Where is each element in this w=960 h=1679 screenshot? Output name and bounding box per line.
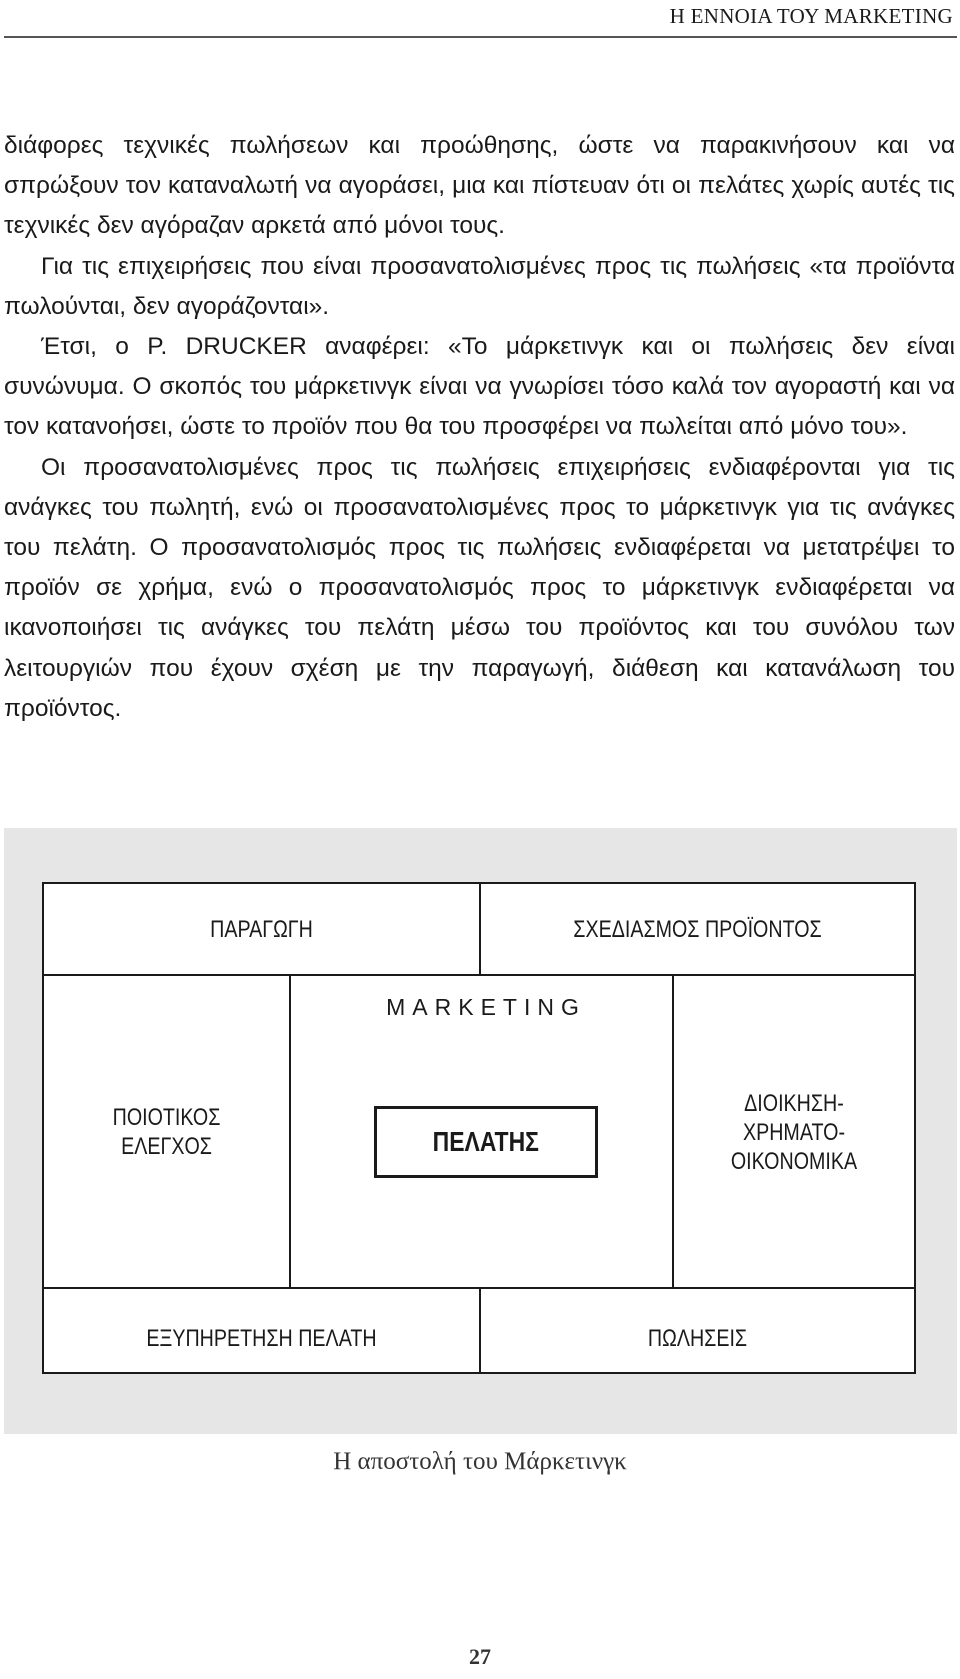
cell-customer-service: ΕΞΥΠΗΡΕΤΗΣΗ ΠΕΛΑΤΗ xyxy=(146,1325,377,1352)
administration-line-3: ΟΙΚΟΝΟΜΙΚΑ xyxy=(730,1148,858,1175)
divider-mid-left xyxy=(289,974,291,1288)
quality-control-line-1: ΠΟΙΟΤΙΚΟΣ xyxy=(112,1104,221,1131)
paragraph-4: Οι προσανατολισμένες προς τις πωλήσεις επιχειρήσεις ενδιαφέρονται για τις ανάγκες του πωλητή, ενώ οι προσανατολισμένες προς το μάρκετινγκ για τις ανάγκες του πελάτη. Ο προσανατολισμός προς τις πωλήσεις ενδιαφέρεται να μετατρέψει το προϊόν σε χρήμα, ενώ ο προσανατολισμός προς το μάρκετινγκ ενδιαφέρεται να ικανοποιήσει τις ανάγκες του πελάτη μέσω του προϊόντος και του συνόλου των λειτουργιών που έχουν σχέση με την παραγωγή, διάθεση και κατανάλωση του προϊόντος. xyxy=(4,453,955,722)
cell-product-design: ΣΧΕΔΙΑΣΜΟΣ ΠΡΟΪΟΝΤΟΣ xyxy=(573,916,822,943)
divider-top-center xyxy=(479,884,481,975)
administration-line-1: ΔΙΟΙΚΗΣΗ- xyxy=(744,1090,844,1117)
paragraph-3: Έτσι, ο P. DRUCKER αναφέρει: «Το μάρκετινγκ και οι πωλήσεις δεν είναι συνώνυμα. Ο σκοπός του μάρκετινγκ είναι να γνωρίσει τόσο καλά τον αγοραστή και να τον κατανοήσει, ώστε το προϊόν που θα του προσφέρει να πωλείται από μόνο του». xyxy=(4,333,955,441)
marketing-diagram xyxy=(42,882,916,1374)
customer-label: ΠΕΛΑΤΗΣ xyxy=(432,1126,540,1157)
figure-caption: Η αποστολή του Μάρκετινγκ xyxy=(333,1448,627,1475)
header-rule xyxy=(4,36,957,38)
cell-quality-control xyxy=(66,1103,267,1161)
body-text xyxy=(4,126,955,729)
cell-sales: ΠΩΛΗΣΕΙΣ xyxy=(647,1325,748,1352)
administration-line-2: ΧΡΗΜΑΤΟ- xyxy=(742,1119,846,1146)
divider-bottom-center xyxy=(479,1287,481,1374)
quality-control-line-2: ΕΛΕΓΧΟΣ xyxy=(121,1133,212,1160)
marketing-title: MARKETING xyxy=(386,994,586,1020)
paragraph-1: διάφορες τεχνικές πωλήσεων και προώθησης, ώστε να παρακινήσουν και να σπρώξουν τον καταναλωτή να αγοράσει, μια και πίστευαν ότι οι πελάτες χωρίς αυτές τις τεχνικές δεν αγόραζαν αρκετά από μόνοι τους. xyxy=(4,132,955,240)
running-head: Η ΕΝΝΟΙΑ ΤΟΥ MARKETING xyxy=(669,4,953,28)
cell-production: ΠΑΡΑΓΩΓΗ xyxy=(210,916,313,943)
cell-administration-finance xyxy=(696,1089,893,1176)
divider-mid-right xyxy=(672,974,674,1288)
page-number: 27 xyxy=(469,1644,491,1669)
paragraph-2: Για τις επιχειρήσεις που είναι προσανατολισμένες προς τις πωλήσεις «τα προϊόντα πωλούνται, δεν αγοράζονται». xyxy=(4,252,955,320)
customer-box xyxy=(374,1106,598,1178)
